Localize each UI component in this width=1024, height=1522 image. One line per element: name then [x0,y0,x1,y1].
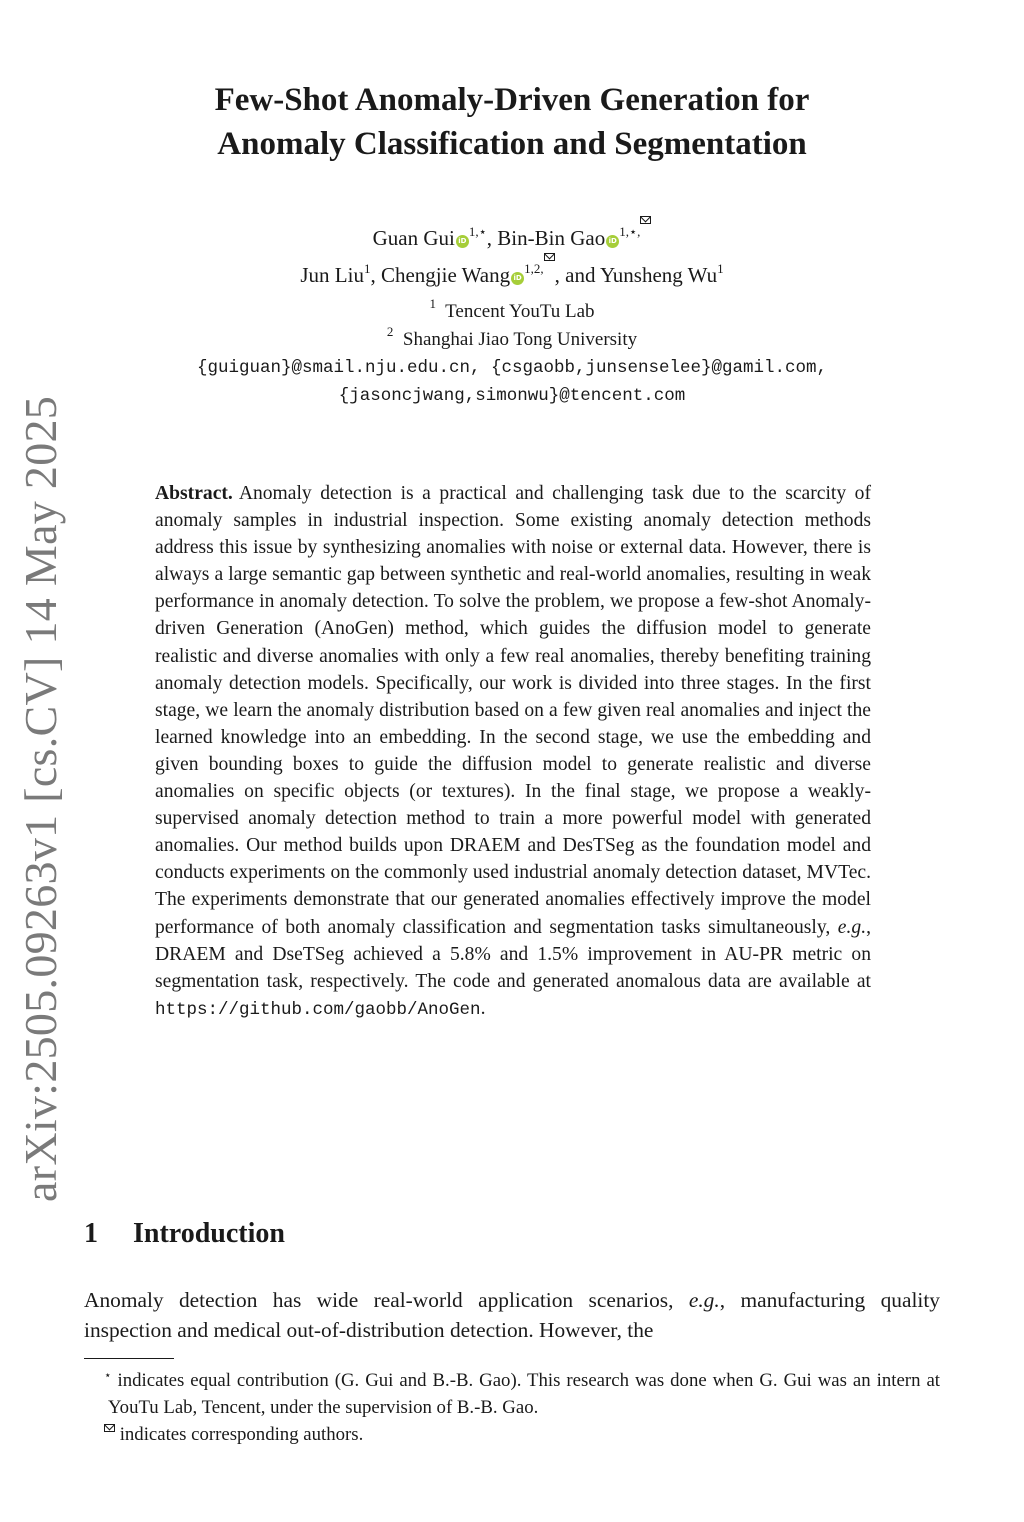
email-line-1: {guiguan}@smail.nju.edu.cn, {csgaobb,junsenselee}@gamil.com, [196,358,828,378]
footnote-corresponding: indicates corresponding authors. [84,1421,940,1448]
author-separator: , and [554,263,596,287]
arxiv-identifier: arXiv:2505.09263v1 [cs.CV] 14 May 2025 [15,395,66,1202]
author-name: Jun Liu [300,263,364,287]
author-affiliation: 1 [717,261,724,276]
intro-paragraph: Anomaly detection has wide real-world application scenarios, e.g., manufacturing quality inspection and medical out-of-distribution detection. However, the [84,1288,940,1342]
author-affiliation: 1,⋆, [619,224,651,239]
footnote-equal-contribution: ⋆ indicates equal contribution (G. Gui and B.-B. Gao). This research was done when G. Gui was an intern at YouTu Lab, Tencent, under the supervision of B.-B. Gao. [104,1368,940,1418]
abstract-text-mid: , DRAEM and DseTSeg achieved a 5.8% and 1.5% improvement in AU-PR metric on segmentation task, respectively. The code and generated anomalous data are available at [155,916,871,992]
abstract-text: Anomaly detection is a practical and challenging task due to the scarcity of anomaly samples in industrial inspection. Some existing anomaly detection methods address this issue by synthesizing anomalies with noise or external data. However, there is always a large semantic gap between synthetic and real-world anomalies, resulting in weak performance in anomaly detection. To solve the problem, we propose a few-shot Anomaly-driven Generation (AnoGen) method, which guides the diffusion model to generate realistic and diverse anomalies with only a few real anomalies, thereby benefiting training anomaly detection models. Specifically, our work is divided into three stages. In the first stage, we learn the anomaly distribution based on a few given real anomalies and inject the learned knowledge into an embedding. In the second stage, we use the embedding and given bounding boxes to guide the diffusion model to generate realistic and diverse anomalies on specific objects (or textures). In the final stage, we propose a weakly-supervised anomaly detection method to train a more powerful model with generated anomalies. Our method builds upon DRAEM and DesTSeg as the foundation model and conducts experiments on the commonly used industrial anomaly detection dataset, MVTec. The experiments demonstrate that our generated anomalies effectively improve the model performance of both anomaly classification and segmentation tasks simultaneously, [155,483,871,938]
author-line-1 [120,216,904,253]
mail-icon [640,216,651,224]
paper-title [120,78,904,166]
section-title: Introduction [133,1218,285,1249]
code-link[interactable]: https://github.com/gaobb/AnoGen [155,999,481,1020]
abstract-label: Abstract. [155,483,233,504]
author-line-2 [120,253,904,290]
author-affiliation: 1 [363,261,371,276]
author-name: Chengjie Wang [380,263,511,287]
affiliations [80,298,944,410]
orcid-icon[interactable]: iD [511,272,524,285]
author-separator: , [486,226,493,250]
orcid-icon[interactable]: iD [606,235,619,248]
author-affiliation: 1,2, [524,261,555,276]
title-line-1: Few-Shot Anomaly-Driven Generation for [214,82,810,118]
section-number: 1 [84,1218,98,1249]
footnote-rule [84,1358,174,1359]
author-separator: , [370,263,376,287]
mail-icon [104,1424,115,1432]
author-affiliation: 1,⋆ [468,224,487,239]
abstract-eg: e.g. [837,916,867,938]
abstract: Abstract. Anomaly detection is a practical and challenging task due to the scarcity of anomaly samples in industrial inspection. Some existing anomaly detection methods address this issue by synthesizing anomalies with noise or external data. However, there is always a large semantic gap between synthetic and real-world anomalies, resulting in weak performance in anomaly detection. To solve the problem, we propose a few-shot Anomaly-driven Generation (AnoGen) method, which guides the diffusion model to generate realistic and diverse anomalies with only a few real anomalies, thereby benefiting training anomaly detection models. Specifically, our work is divided into three stages. In the first stage, we learn the anomaly distribution based on a few given real anomalies and inject the learned knowledge into an embedding. In the second stage, we use the embedding and given bounding boxes to guide the diffusion model to generate realistic and diverse anomalies on specific objects (or textures). In the final stage, we propose a weakly-supervised anomaly detection method to train a more powerful model with generated anomalies. Our method builds upon DRAEM and DesTSeg as the foundation model and conducts experiments on the commonly used industrial anomaly detection dataset, MVTec. The experiments demonstrate that our generated anomalies effectively improve the model performance of both anomaly classification and segmentation tasks simultaneously, e.g., DRAEM and DseTSeg achieved a 5.8% and 1.5% improvement in AU-PR metric on segmentation task, respectively. The code and generated anomalous data are available at https://github.com/gaobb/AnoGen. [155,483,871,1020]
affiliation-2: $^2$ Shanghai Jiao Tong University [386,324,638,350]
orcid-icon[interactable]: iD [456,235,469,248]
author-name: Guan Gui [372,226,455,250]
mail-icon [544,253,555,261]
affiliation-1: $^1$ Tencent YouTu Lab [429,296,595,322]
author-name: Bin-Bin Gao [497,226,606,250]
intro-eg: e.g. [688,1288,720,1312]
title-line-2: Anomaly Classification and Segmentation [217,126,807,162]
author-list [120,216,904,290]
email-line-2: {jasoncjwang,simonwu}@tencent.com [338,386,686,406]
section-heading [84,1218,285,1250]
author-name: Yunsheng Wu [599,263,718,287]
footnotes [84,1362,940,1448]
